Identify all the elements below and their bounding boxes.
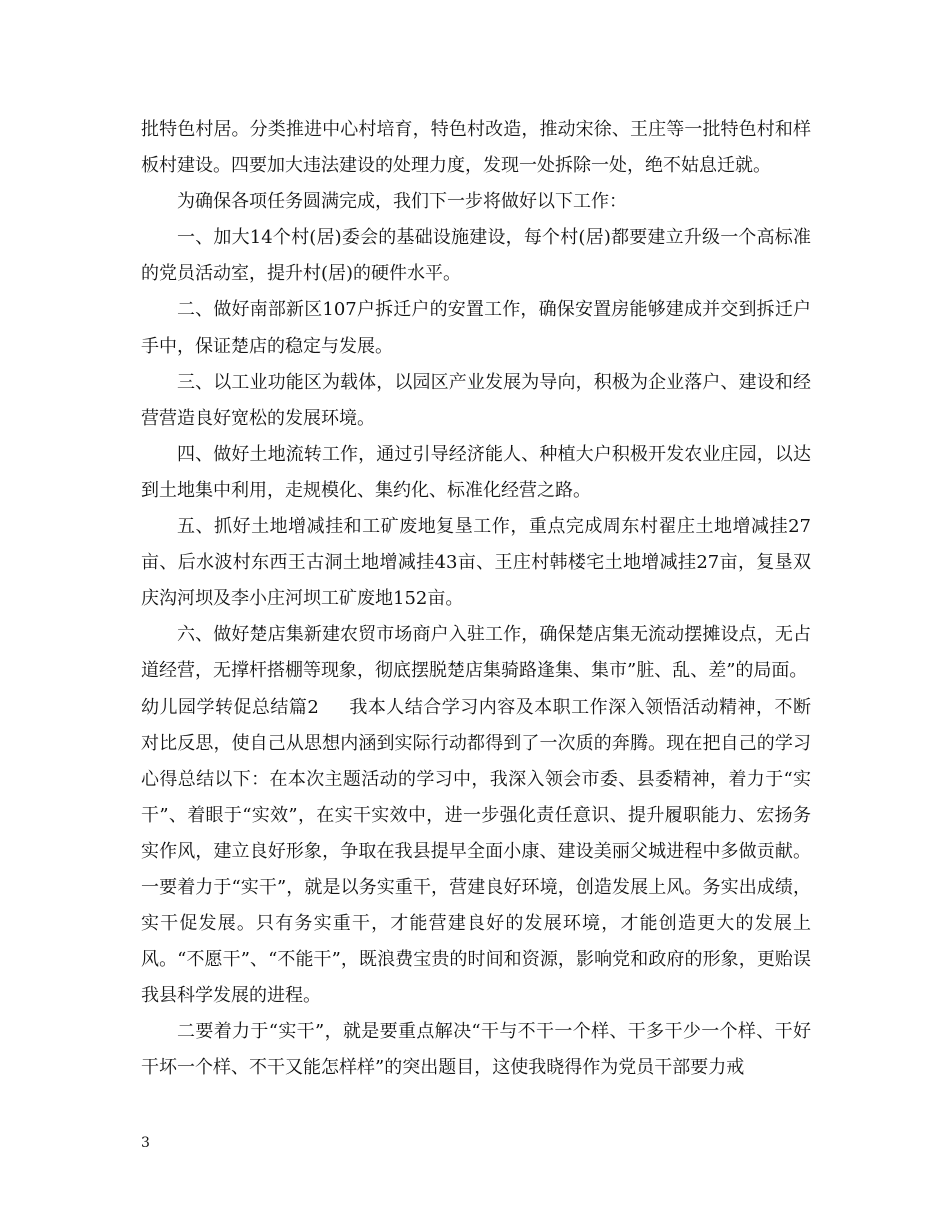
body-text [141, 112, 811, 1087]
paragraph-item-3: 三、以工业功能区为载体，以园区产业发展为导向，积极为企业落户、建设和经营营造良好宽松的发展环境。 [141, 371, 811, 429]
section-intro-text: 我本人结合学习内容及本职工作深入领悟活动精神，不断对比反思，使自己从思想内涵到实际行动都得到了一次质的奔腾。现在把自己的学习心得总结以下：在本次主题活动的学习中，我深入领会市委、县委精神，着力于“实干”、着眼于“实效”，在实干实效中，进一步强化责任意识、提升履职能力、宏扬务实作风，建立良好形象，争取在我县提早全面小康、建设美丽父城进程中多做贡献。一要着力于“实干”，就是以务实重干，营建良好环境，创造发展上风。务实出成绩，实干促发展。只有务实重干，才能营建良好的发展环境，才能创造更大的发展上风。“不愿干”、“不能干”，既浪费宝贵的时间和资源，影响党和政府的形象，更贻误我县科学发展的进程。 [141, 696, 812, 1007]
paragraph-closing: 二要着力于“实干”，就是要重点解决“干与不干一个样、干多干少一个样、干好干坏一个样、不干又能怎样样”的突出题目，这使我晓得作为党员干部要力戒 [141, 1021, 811, 1079]
section-paragraph [141, 690, 811, 1015]
paragraph-item-5: 五、抓好土地增减挂和工矿废地复垦工作，重点完成周东村翟庄土地增减挂27亩、后水波村东西王古洞土地增减挂43亩、王庄村韩楼宅土地增减挂27亩，复垦双庆沟河坝及李小庄河坝工矿废地152亩。 [141, 516, 811, 610]
paragraph-item-6: 六、做好楚店集新建农贸市场商户入驻工作，确保楚店集无流动摆摊设点，无占道经营，无撑杆搭棚等现象，彻底摆脱楚店集骑路逢集、集市”脏、乱、差”的局面。 [141, 624, 811, 682]
paragraph-item-1: 一、加大14个村(居)委会的基础设施建设，每个村(居)都要建立升级一个高标准的党员活动室，提升村(居)的硬件水平。 [141, 227, 811, 285]
paragraph-work-plan-intro: 为确保各项任务圆满完成，我们下一步将做好以下工作： [177, 191, 627, 213]
paragraph-item-2: 二、做好南部新区107户拆迁户的安置工作，确保安置房能够建成并交到拆迁户手中，保证楚店的稳定与发展。 [141, 299, 811, 357]
section-heading: 幼儿园学转促总结篇2 [141, 696, 319, 718]
page-number: 3 [141, 1135, 150, 1151]
paragraph-item-4: 四、做好土地流转工作，通过引导经济能人、种植大户积极开发农业庄园，以达到土地集中利用，走规模化、集约化、标准化经营之路。 [141, 443, 811, 501]
paragraph-continuation: 批特色村居。分类推进中心村培育，特色村改造，推动宋徐、王庄等一批特色村和样板村建设。四要加大违法建设的处理力度，发现一处拆除一处，绝不姑息迁就。 [141, 119, 811, 177]
